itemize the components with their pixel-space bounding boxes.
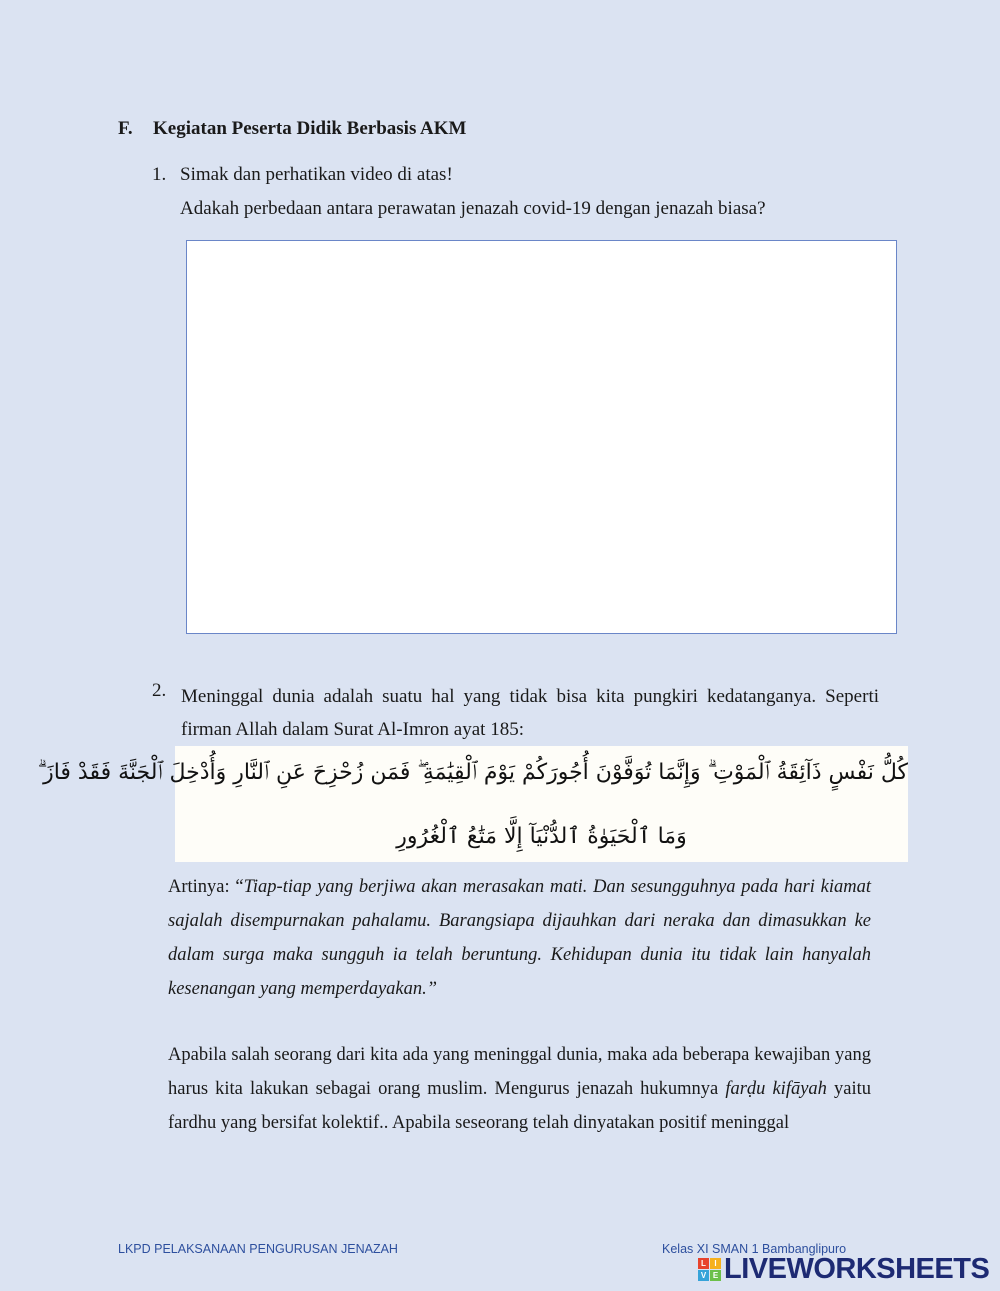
- logo-cube-l: L: [698, 1258, 709, 1269]
- logo-cube-e: E: [710, 1270, 721, 1281]
- explanation-paragraph: [168, 1038, 871, 1140]
- paragraph-text-end: yaitu fardhu yang bersifat kolektif.. Apabila seseorang telah dinyatakan positif meninggal: [168, 1079, 871, 1133]
- quran-verse-line-1: كُلُّ نَفْسٍ ذَآئِقَةُ ٱلْمَوْتِ ۗ وَإِنَّمَا تُوَفَّوْنَ أُجُورَكُمْ يَوْمَ ٱلْقِيَٰمَةِ ۖ فَمَن زُحْزِحَ عَنِ ٱلنَّارِ وَأُدْخِلَ ٱلْجَنَّةَ فَقَدْ فَازَ ۗ: [37, 760, 908, 785]
- quran-verse-image: [37, 746, 908, 862]
- quran-verse-line-2: وَمَا ٱلْحَيَوٰةُ ٱلدُّنْيَآ إِلَّا مَتَٰعُ ٱلْغُرُورِ: [396, 824, 687, 849]
- footer-right: Kelas XI SMAN 1 Bambanglipuro: [662, 1242, 847, 1256]
- translation-label: Artinya: “: [168, 877, 244, 897]
- verse-translation: [168, 870, 871, 1006]
- question-1-prompt: Adakah perbedaan antara perawatan jenazah covid-19 dengan jenazah biasa?: [180, 198, 766, 219]
- logo-word: LIVEWORKSHEETS: [724, 1252, 990, 1285]
- section-title: Kegiatan Peserta Didik Berbasis AKM: [153, 118, 467, 139]
- logo-cubes-icon: [698, 1258, 721, 1281]
- section-heading: [118, 118, 466, 140]
- paragraph-term: farḍu kifāyah: [725, 1079, 827, 1099]
- question-2-text: Meninggal dunia adalah suatu hal yang tidak bisa kita pungkiri kedatanganya. Seperti firman Allah dalam Surat Al-Imron ayat 185:: [181, 686, 879, 740]
- liveworksheets-logo: [698, 1253, 989, 1285]
- question-1-answer-box[interactable]: [186, 240, 897, 634]
- question-1-number: 1.: [152, 164, 167, 185]
- footer-left: LKPD PELAKSANAAN PENGURUSAN JENAZAH: [118, 1242, 398, 1256]
- question-1-instruction: Simak dan perhatikan video di atas!: [180, 164, 453, 185]
- paragraph-text-start: Apabila salah seorang dari kita ada yang meninggal dunia, maka ada beberapa kewajiban yang harus kita lakukan sebagai orang muslim. Mengurus jenazah hukumnya: [168, 1045, 871, 1099]
- logo-cube-i: I: [710, 1258, 721, 1269]
- section-letter: F.: [118, 118, 133, 139]
- question-2-number: 2.: [152, 680, 167, 701]
- logo-cube-v: V: [698, 1270, 709, 1281]
- translation-text: Tiap-tiap yang berjiwa akan merasakan mati. Dan sesungguhnya pada hari kiamat sajalah disempurnakan pahalamu. Barangsiapa dijauhkan dari neraka dan dimasukkan ke dalam surga maka sungguh ia telah beruntung. Kehidupan dunia itu tidak lain hanyalah kesenangan yang memperdayakan.”: [168, 877, 871, 999]
